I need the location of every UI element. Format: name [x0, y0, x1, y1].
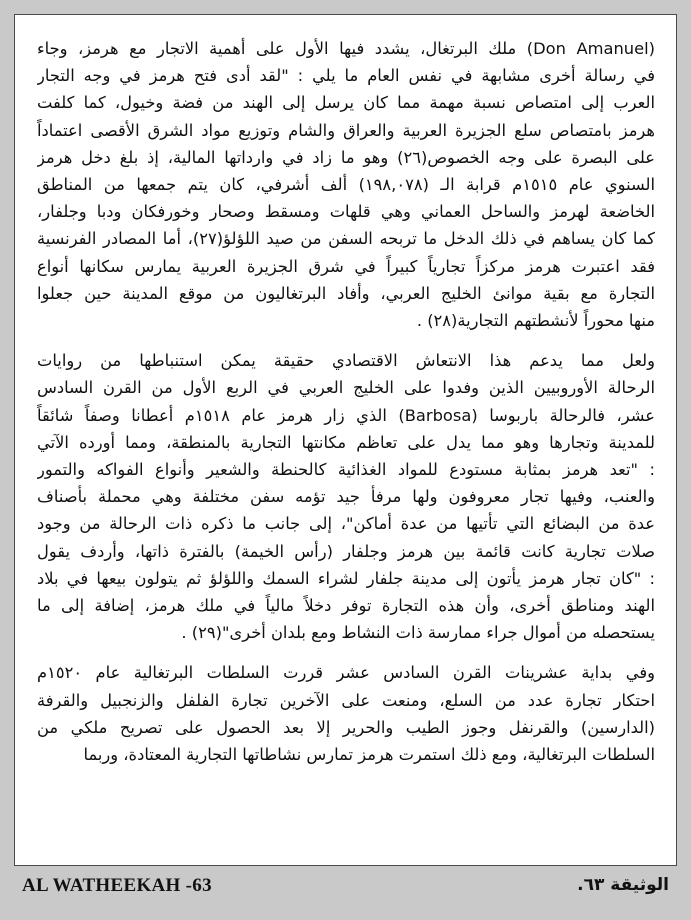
text-line: للمدينة وتجارها وهو مما يدل على تعاظم مكانتها التجارية بالمنطقة، ومما أورده الآتي — [37, 432, 655, 452]
text-line: الخاضعة لهرمز والساحل العماني وهي قلهات ومسقط وصحار وخورفكان ودبا وجلفار، — [37, 202, 655, 222]
text-line: (الدارسين) والقرنفل وجوز الطيب والحرير إلا بعد الحصول على تصريح ملكي من — [37, 717, 655, 737]
text-line: يستحصله من أموال جراء ممارسة ذات النشاط ومع بلدان أخرى"(٢٩) . — [181, 623, 655, 643]
text-line: : "كان تجار هرمز يأتون إلى مدينة جلفار لشراء السمك واللؤلؤ ثم يتولون بيعها في بلاد — [37, 568, 655, 588]
text-line: فقد اعتبرت هرمز مركزاً تجارياً كبيراً في شرق الجزيرة العربية يمارس سكانها أنواع — [37, 256, 655, 276]
text-line: والعنب، وفيها تجار معروفون ولها مرفأ جيد تؤمه سفن مختلفة وهي محملة بأصناف — [37, 487, 655, 507]
text-line: على البصرة على وجه الخصوص(٢٦) وهو ما زاد في وارداتها المالية، إذ بلغ دخل هرمز — [37, 147, 655, 167]
footer-arabic-page-label: الوثيقة ٦٣. — [577, 875, 669, 895]
text-line: العرب إلى امتصاص نسبة مهمة مما كان يرسل إلى الهند من فضة وخيول، كما كلفت — [37, 93, 655, 113]
text-line: كما كان يساهم في ذلك الدخل ما تربحه السفن من صيد اللؤلؤ(٢٧)، أما المصادر الفرنسية — [37, 229, 655, 249]
text-line: السنوي عام ١٥١٥م قرابة الـ (١٩٨,٠٧٨) ألف أشرفي، كان يتم جمعها من المناطق — [37, 175, 655, 195]
text-line: هرمز بامتصاص سلع الجزيرة العربية والعراق والشام وتوزيع مواد الشرق الأقصى اعتماداً — [37, 120, 655, 140]
footer-journal-name: AL WATHEEKAH -63 — [22, 875, 212, 896]
page-footer — [14, 866, 677, 906]
text-line: عشر، فالرحالة باربوسا (Barbosa) الذي زار هرمز عام ١٥١٨م أعطانا وصفاً شائقاً — [37, 405, 655, 425]
paragraph-3 — [37, 659, 655, 768]
text-line: منها محوراً لأنشطتهم التجارية(٢٨) . — [416, 311, 655, 331]
paragraph-1 — [37, 35, 655, 334]
text-line: صلات تجارية كانت قائمة بين هرمز وجلفار (رأس الخيمة) بالفترة ذاتها، وأردف يقول — [37, 541, 655, 561]
page-frame — [14, 14, 677, 866]
text-line: التجارة مع بقية موانئ الخليج العربي، وأفاد البرتغاليون من موقع المدينة حين جعلوا — [37, 283, 655, 303]
text-line: في رسالة أخرى مشابهة في نفس العام ما يلي : "لقد أدى فتح هرمز في وجه التجار — [37, 66, 655, 86]
text-line: السلطات البرتغالية، ومع ذلك استمرت هرمز تمارس نشاطاتها التجارية المعتادة، وربما — [83, 745, 655, 765]
text-line: (Don Amanuel) ملك البرتغال، يشدد فيها الأول على أهمية الاتجار مع هرمز، وجاء — [37, 39, 655, 58]
text-line: الرحالة الأوروبيين الذين وفدوا على الخليج العربي في الربع الأول من القرن السادس — [37, 378, 655, 398]
body-text — [37, 35, 655, 768]
text-line: احتكار تجارة عدد من السلع، ومنعت على الآخرين تجارة الفلفل والزنجبيل والقرفة — [37, 690, 655, 710]
text-line: ولعل مما يدعم هذا الانتعاش الاقتصادي حقيقة يمكن استنباطها من روايات — [37, 351, 655, 371]
text-line: الهند ومناطق أخرى، وأن هذه التجارة توفر دخلاً مالياً في ملك هرمز، إضافة إلى ما — [37, 596, 655, 616]
text-line: : "تعد هرمز بمثابة مستودع للمواد الغذائية كالحنطة والشعير وأنواع الفواكه والتمور — [37, 460, 655, 480]
paragraph-2 — [37, 347, 655, 646]
text-line: وفي بداية عشرينات القرن السادس عشر قررت السلطات البرتغالية عام ١٥٢٠م — [37, 663, 655, 683]
text-line: عدة من البضائع التي تأتيها من عدة أماكن"، إلى جانب ما ذكره ذات الرحالة من وجود — [37, 514, 655, 534]
